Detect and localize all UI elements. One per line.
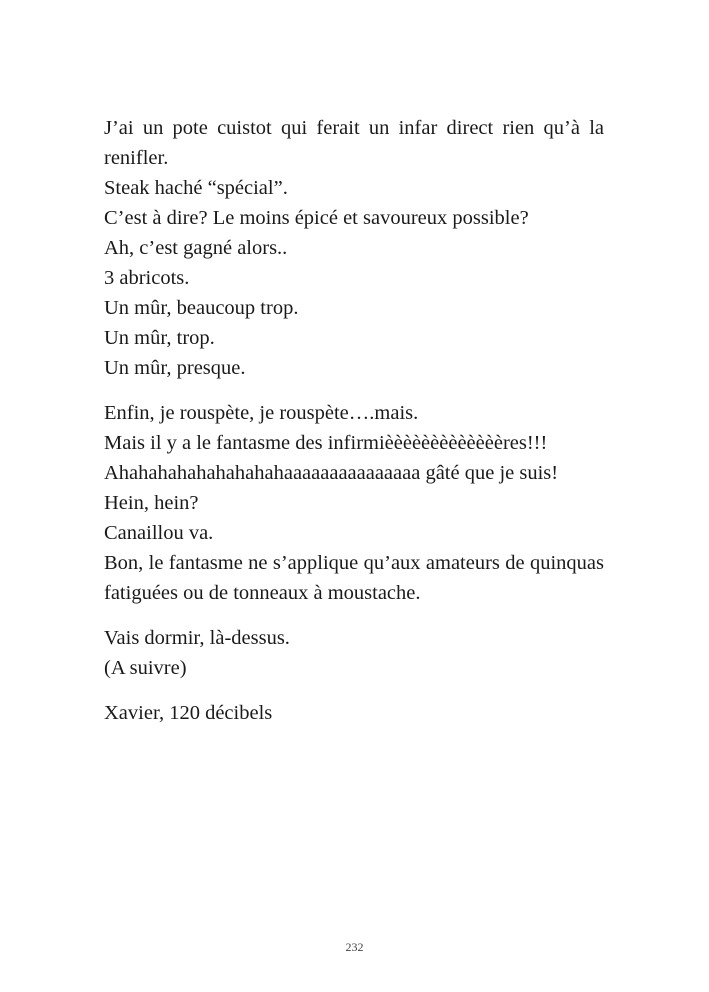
text-line: Bon, le fantasme ne s’applique qu’aux amateurs de quinquas fatiguées ou de tonneaux à moustache. <box>104 552 604 604</box>
signature <box>104 698 604 728</box>
text-line: Un mûr, presque. <box>104 357 246 379</box>
text-line: Un mûr, trop. <box>104 327 215 349</box>
text-line: 3 abricots. <box>104 267 190 289</box>
paragraph <box>104 623 604 683</box>
text-line: Enfin, je rouspète, je rouspète….mais. <box>104 402 419 424</box>
text-line: Mais il y a le fantasme des infirmièèèèèèèèèèèèères!!! <box>104 432 548 454</box>
text-line: Vais dormir, là-dessus. <box>104 627 290 649</box>
text-line: Steak haché “spécial”. <box>104 177 288 199</box>
paragraph <box>104 113 604 383</box>
text-line: Xavier, 120 décibels <box>104 702 273 724</box>
text-line: J’ai un pote cuistot qui ferait un infar direct rien qu’à la renifler. <box>104 117 604 169</box>
page-number: 232 <box>345 940 364 954</box>
text-line: (A suivre) <box>104 657 187 679</box>
text-line: Hein, hein? <box>104 492 199 514</box>
text-line: Ahahahahahahahahahaaaaaaaaaaaaaaa gâté que je suis! <box>104 462 559 484</box>
text-line: Un mûr, beaucoup trop. <box>104 297 299 319</box>
page-body <box>104 113 604 728</box>
text-line: Ah, c’est gagné alors.. <box>104 237 288 259</box>
text-line: Canaillou va. <box>104 522 214 544</box>
paragraph <box>104 398 604 608</box>
text-line: C’est à dire? Le moins épicé et savoureux possible? <box>104 207 529 229</box>
